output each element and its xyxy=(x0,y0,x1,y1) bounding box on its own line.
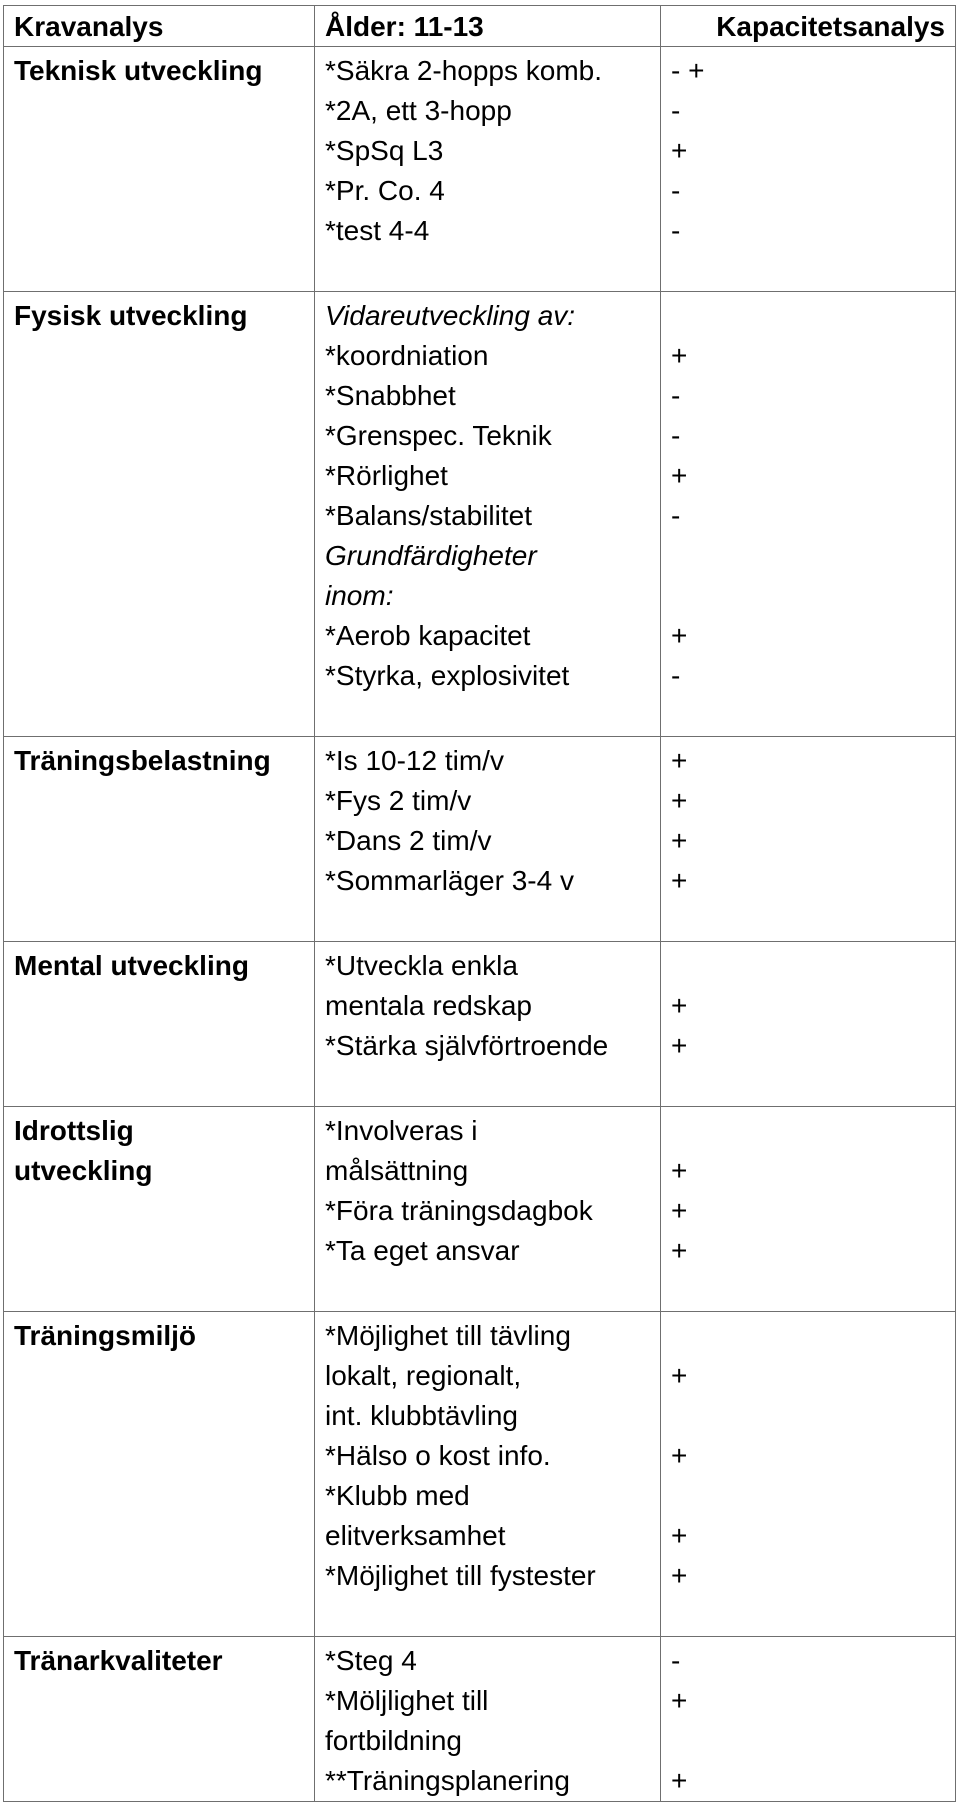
item-text: *2A, ett 3-hopp xyxy=(325,95,512,126)
item-text: *koordniation xyxy=(325,340,489,371)
item-text: lokalt, regionalt, xyxy=(325,1360,522,1391)
mark-text: + xyxy=(671,865,688,896)
item-text: mentala redskap xyxy=(325,990,533,1021)
item-text: *Fys 2 tim/v xyxy=(325,785,472,816)
row-category xyxy=(4,1637,315,1802)
category-label: Tränarkvaliteter xyxy=(14,1645,223,1676)
mark-text: + xyxy=(671,785,688,816)
header-kravanalys: Kravanalys xyxy=(4,6,315,47)
item-text: *Aerob kapacitet xyxy=(325,620,531,651)
row-marks xyxy=(661,292,956,737)
mark-text: + xyxy=(671,1360,688,1391)
mark-text xyxy=(671,1111,945,1151)
item-text: *Utveckla enkla xyxy=(325,950,518,981)
category-label: Idrottslig xyxy=(14,1115,134,1146)
row-items xyxy=(315,1312,661,1637)
row-marks xyxy=(661,1637,956,1802)
item-text: *Klubb med xyxy=(325,1480,470,1511)
mark-text xyxy=(671,296,945,336)
mark-text: + xyxy=(671,825,688,856)
category-label: Mental utveckling xyxy=(14,950,249,981)
mark-text: + xyxy=(671,1235,688,1266)
item-text: fortbildning xyxy=(325,1725,462,1756)
item-subheading: inom: xyxy=(325,580,394,611)
row-marks xyxy=(661,47,956,292)
row-items xyxy=(315,1107,661,1312)
row-items xyxy=(315,942,661,1107)
item-text: *Pr. Co. 4 xyxy=(325,175,445,206)
item-text: *Balans/stabilitet xyxy=(325,500,533,531)
mark-text: + xyxy=(671,745,688,776)
mark-text: - xyxy=(671,1645,681,1676)
mark-text xyxy=(671,1396,945,1436)
header-kapacitetsanalys: Kapacitetsanalys xyxy=(661,6,956,47)
item-text: int. klubbtävling xyxy=(325,1400,519,1431)
item-text: *test 4-4 xyxy=(325,215,430,246)
item-text: *Steg 4 xyxy=(325,1645,417,1676)
table-row xyxy=(4,737,956,942)
item-subheading: Vidareutveckling av: xyxy=(325,300,576,331)
item-text: elitverksamhet xyxy=(325,1520,506,1551)
mark-text: + xyxy=(671,460,688,491)
mark-text: + xyxy=(671,1765,688,1796)
row-category xyxy=(4,1312,315,1637)
item-text: *Is 10-12 tim/v xyxy=(325,745,504,776)
row-marks xyxy=(661,1312,956,1637)
item-text: *Styrka, explosivitet xyxy=(325,660,570,691)
mark-text: - xyxy=(671,660,681,691)
item-text: målsättning xyxy=(325,1155,469,1186)
mark-text: - xyxy=(671,380,681,411)
table-row xyxy=(4,1312,956,1637)
item-text: *Hälso o kost info. xyxy=(325,1440,551,1471)
item-text: *Säkra 2-hopps komb. xyxy=(325,55,603,86)
header-row xyxy=(4,6,956,47)
item-subheading: Grundfärdigheter xyxy=(325,540,537,571)
item-text: *Grenspec. Teknik xyxy=(325,420,552,451)
row-category xyxy=(4,292,315,737)
category-label: Fysisk utveckling xyxy=(14,300,248,331)
table-row xyxy=(4,1107,956,1312)
row-items xyxy=(315,1637,661,1802)
row-category xyxy=(4,942,315,1107)
mark-text: - xyxy=(671,175,681,206)
item-text: *SpSq L3 xyxy=(325,135,444,166)
mark-text: + xyxy=(671,620,688,651)
category-label: Träningsbelastning xyxy=(14,745,271,776)
mark-text: + xyxy=(671,1155,688,1186)
row-category xyxy=(4,1107,315,1312)
header-age: Ålder: 11-13 xyxy=(315,6,661,47)
mark-text: + xyxy=(671,1440,688,1471)
mark-text: - xyxy=(671,500,681,531)
category-label: utveckling xyxy=(14,1155,153,1186)
row-items xyxy=(315,737,661,942)
item-text: *Möljlighet till xyxy=(325,1685,489,1716)
item-text: *Föra träningsdagbok xyxy=(325,1195,593,1226)
item-text: **Träningsplanering xyxy=(325,1765,570,1796)
item-text: *Möjlighet till fystester xyxy=(325,1560,596,1591)
item-text: *Stärka självförtroende xyxy=(325,1030,609,1061)
capacity-analysis-table xyxy=(3,5,956,1802)
table-row xyxy=(4,292,956,737)
mark-text: + xyxy=(671,990,688,1021)
mark-text: - + xyxy=(671,55,705,86)
mark-text: + xyxy=(671,135,688,166)
mark-text xyxy=(671,946,945,986)
row-category xyxy=(4,47,315,292)
mark-text: + xyxy=(671,340,688,371)
mark-text xyxy=(671,1721,945,1761)
table-row xyxy=(4,47,956,292)
row-items xyxy=(315,47,661,292)
category-label: Teknisk utveckling xyxy=(14,55,263,86)
table-row xyxy=(4,942,956,1107)
row-marks xyxy=(661,942,956,1107)
category-label: Träningsmiljö xyxy=(14,1320,197,1351)
item-text: *Sommarläger 3-4 v xyxy=(325,865,574,896)
item-text: *Dans 2 tim/v xyxy=(325,825,492,856)
mark-text xyxy=(671,536,945,576)
mark-text: + xyxy=(671,1195,688,1226)
mark-text xyxy=(671,576,945,616)
row-category xyxy=(4,737,315,942)
item-text: *Snabbhet xyxy=(325,380,456,411)
row-marks xyxy=(661,1107,956,1312)
mark-text: + xyxy=(671,1030,688,1061)
item-text: *Involveras i xyxy=(325,1115,478,1146)
row-items xyxy=(315,292,661,737)
item-text: *Ta eget ansvar xyxy=(325,1235,520,1266)
table-row xyxy=(4,1637,956,1802)
item-text: *Möjlighet till tävling xyxy=(325,1320,571,1351)
mark-text: - xyxy=(671,95,681,126)
item-text: *Rörlighet xyxy=(325,460,448,491)
mark-text xyxy=(671,1316,945,1356)
mark-text: + xyxy=(671,1560,688,1591)
mark-text: - xyxy=(671,215,681,246)
mark-text: + xyxy=(671,1520,688,1551)
mark-text: + xyxy=(671,1685,688,1716)
row-marks xyxy=(661,737,956,942)
mark-text xyxy=(671,1476,945,1516)
mark-text: - xyxy=(671,420,681,451)
